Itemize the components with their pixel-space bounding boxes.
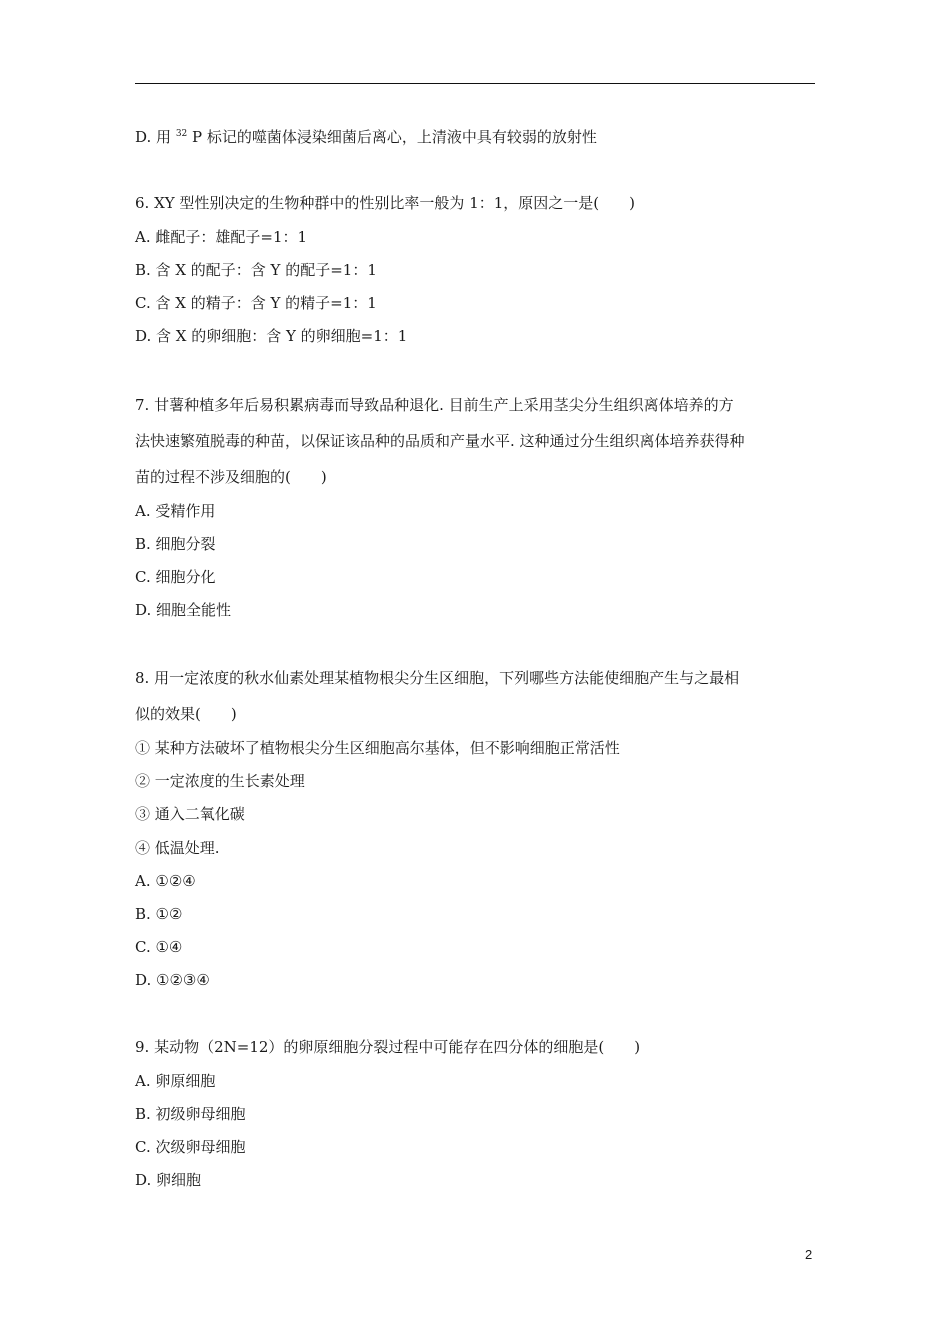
q8-statement-1: ① 某种方法破坏了植物根尖分生区细胞高尔基体，但不影响细胞正常活性 <box>135 739 620 757</box>
q7-option-a: A. 受精作用 <box>135 502 216 520</box>
q7-stem-line-1: 7. 甘薯种植多年后易积累病毒而导致品种退化. 目前生产上采用茎尖分生组织离体培养的方 <box>135 396 734 414</box>
header-rule <box>135 83 815 84</box>
q5-option-d <box>135 127 597 150</box>
q8-option-d: D. ①②③④ <box>135 971 210 989</box>
q7-stem-line-2: 法快速繁殖脱毒的种苗，以保证该品种的品质和产量水平. 这种通过分生组织离体培养获得种 <box>135 432 745 450</box>
q6-option-a: A. 雌配子：雄配子=1：1 <box>135 228 308 246</box>
q8-option-b: B. ①② <box>135 905 183 923</box>
q8-option-c: C. ①④ <box>135 938 183 956</box>
q5-option-d-text: P 标记的噬菌体浸染细菌后离心，上清液中具有较弱的放射性 <box>192 128 597 146</box>
q7-option-d: D. 细胞全能性 <box>135 601 232 619</box>
q8-option-a: A. ①②④ <box>135 872 196 890</box>
page-number: 2 <box>805 1247 813 1262</box>
q9-stem: 9. 某动物（2N=12）的卵原细胞分裂过程中可能存在四分体的细胞是( ) <box>135 1038 641 1056</box>
q9-option-d: D. 卵细胞 <box>135 1171 202 1189</box>
q6-option-b: B. 含 X 的配子：含 Y 的配子=1：1 <box>135 261 377 279</box>
q8-statement-4: ④ 低温处理. <box>135 839 220 857</box>
q7-option-b: B. 细胞分裂 <box>135 535 216 553</box>
q6-option-c: C. 含 X 的精子：含 Y 的精子=1：1 <box>135 294 377 312</box>
q8-stem-line-1: 8. 用一定浓度的秋水仙素处理某植物根尖分生区细胞，下列哪些方法能使细胞产生与之最相 <box>135 669 740 687</box>
q8-statement-2: ② 一定浓度的生长素处理 <box>135 772 305 790</box>
q8-stem-line-2: 似的效果( ) <box>135 705 237 723</box>
q9-option-b: B. 初级卵母细胞 <box>135 1105 246 1123</box>
q9-option-a: A. 卵原细胞 <box>135 1072 216 1090</box>
q7-stem-line-3: 苗的过程不涉及细胞的( ) <box>135 468 327 486</box>
q6-stem: 6. XY 型性别决定的生物种群中的性别比率一般为 1：1，原因之一是( ) <box>135 194 635 212</box>
q6-option-d: D. 含 X 的卵细胞：含 Y 的卵细胞=1：1 <box>135 327 408 345</box>
q5-option-d-superscript: 32 <box>175 129 188 139</box>
q9-option-c: C. 次级卵母细胞 <box>135 1138 246 1156</box>
q7-option-c: C. 细胞分化 <box>135 568 216 586</box>
q8-statement-3: ③ 通入二氧化碳 <box>135 805 245 823</box>
q5-option-d-prefix: D. 用 <box>135 128 172 146</box>
